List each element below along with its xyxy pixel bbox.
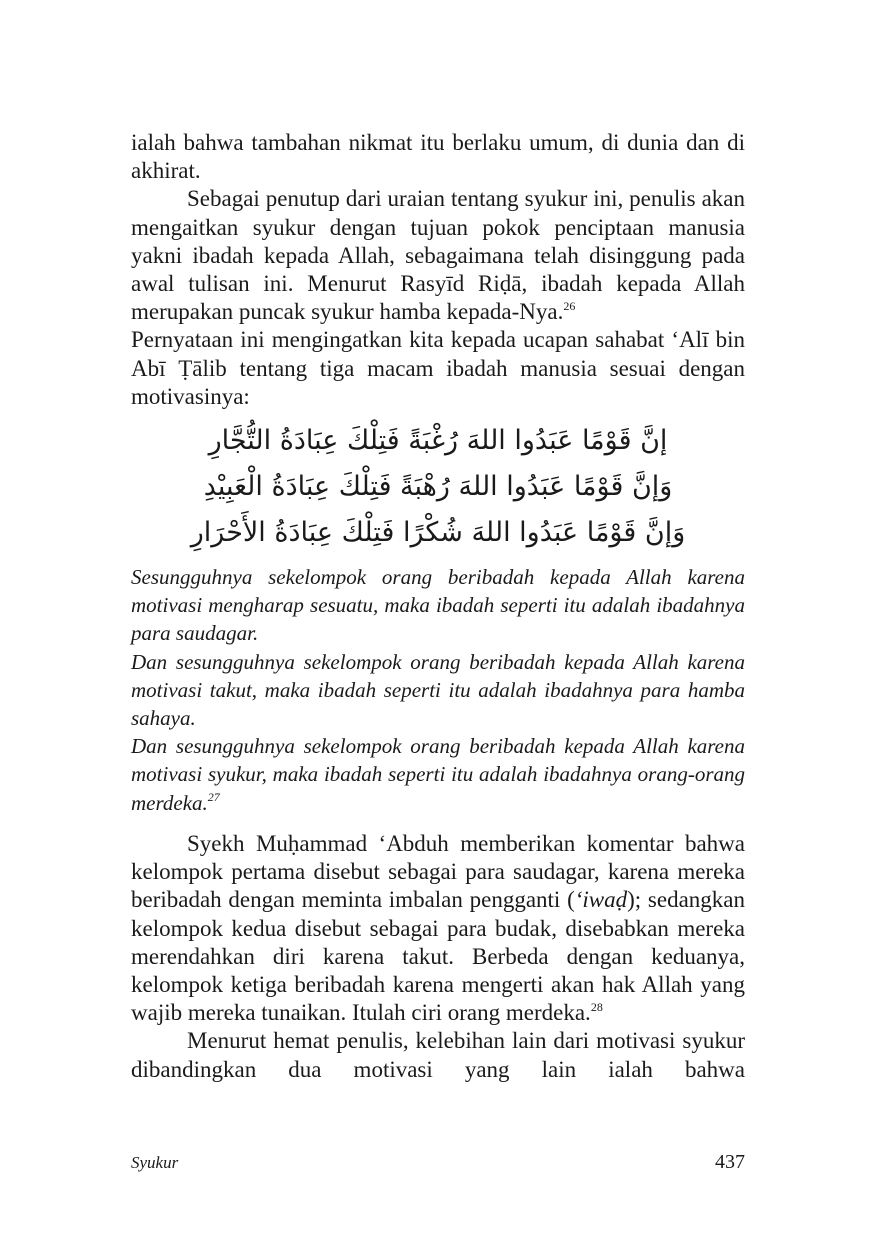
footnote-ref-28[interactable]: 28 [590,1000,603,1015]
translation-block [131,563,745,817]
translation-3: Dan sesungguhnya sekelompok orang beribadah kepada Allah karena motivasi syukur, maka ibadah seperti itu adalah ibadahnya orang-orang merdeka.$^{27}$ [131,734,745,815]
body-text-bottom [131,830,745,1084]
paragraph-continuation: ialah bahwa tambahan nikmat itu berlaku umum, di dunia dan di akhirat. [131,130,745,184]
running-title: Syukur [131,1153,179,1172]
paragraph-hemat: Menurut hemat penulis, kelebihan lain dari motivasi syukur dibandingkan dua motivasi yang lain ialah bahwa [131,1028,745,1082]
term-iwad: ‘iwaḍ [574,887,628,913]
arabic-quote [131,418,745,556]
footnote-ref-27[interactable]: 27 [207,789,220,804]
paragraph-pernyataan: Pernyataan ini mengingatkan kita kepada ucapan sahabat ‘Alī bin Abī Ṭālib tentang tiga macam ibadah manusia sesuai dengan motivasinya: [131,327,745,409]
translation-1: Sesungguhnya sekelompok orang beribadah kepada Allah karena motivasi mengharap sesuatu, maka ibadah seperti itu adalah ibadahnya para saudagar. [131,565,745,646]
arabic-line-2: وَإنَّ قَوْمًا عَبَدُوا اللهَ رُهْبَةً فَتِلْكَ عِبَادَةُ الْعَبِيْدِ [203,471,673,502]
arabic-line-1: إنَّ قَوْمًا عَبَدُوا اللهَ رُغْبَةً فَتِلْكَ عِبَادَةُ التُّجَّارِ [208,425,668,456]
arabic-line-3: وَإنَّ قَوْمًا عَبَدُوا اللهَ شُكْرًا فَتِلْكَ عِبَادَةُ الأَحْرَارِ [190,517,686,548]
paragraph-abduh: Syekh Muḥammad ‘Abduh memberikan komentar bahwa kelompok pertama disebut sebagai para saudagar, karena mereka beribadah dengan meminta imbalan pengganti (‘iwaḍ); sedangkan kelompok kedua disebut sebagai para budak, disebabkan mereka merendahkan diri karena takut. Berbeda dengan keduanya, kelompok ketiga beribadah karena mengerti akan hak Allah yang wajib mereka tunaikan. Itulah ciri orang merdeka.$^{28}$ [131,831,745,1026]
body-text-top [131,129,745,411]
paragraph-penutup: Sebagai penutup dari uraian tentang syukur ini, penulis akan mengaitkan syukur dengan tujuan pokok penciptaan manusia yakni ibadah kepada Allah, sebagaimana telah disinggung pada awal tulisan ini. Menurut Rasyīd Riḍā, ibadah kepada Allah merupakan puncak syukur hamba kepada-Nya.$^{26}$ [131,186,745,325]
footnote-ref-26[interactable]: 26 [563,299,576,314]
translation-2: Dan sesungguhnya sekelompok orang beribadah kepada Allah karena motivasi takut, maka ibadah seperti itu adalah ibadahnya para hamba sahaya. [131,649,745,731]
page-number: 437 [715,1151,745,1173]
